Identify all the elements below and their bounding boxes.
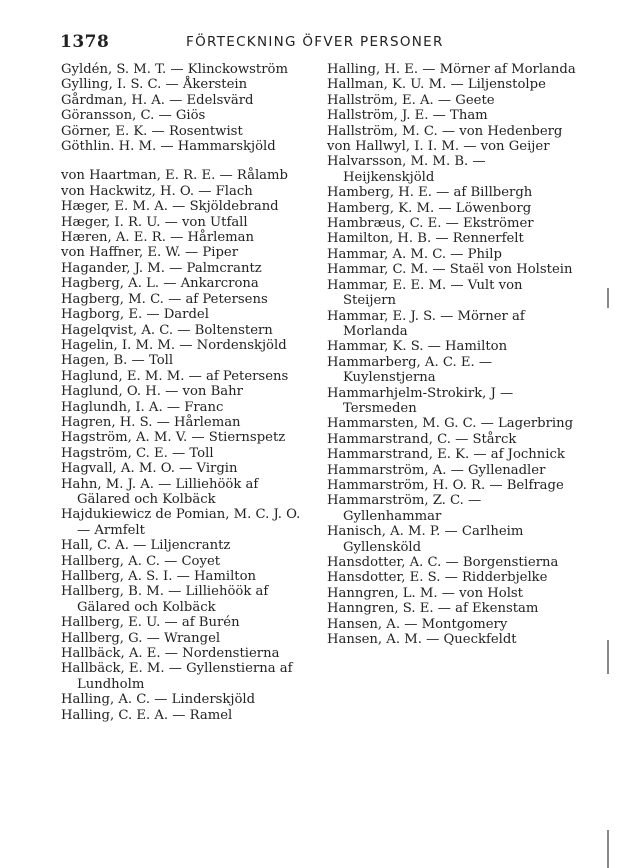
index-entry: Hamberg, K. M. — Löwenborg <box>327 200 532 216</box>
index-entry: Hansdotter, A. C. — Borgenstierna <box>327 555 559 570</box>
index-entry: Hanisch, A. M. P. — Carlheim Gyllensköld <box>327 524 524 555</box>
index-entry: Görner, E. K. — Rosentwist <box>61 123 243 139</box>
index-entry: Hamilton, H. B. — Rennerfelt <box>327 231 524 247</box>
index-entry: Hammar, A. M. C. — Philp <box>327 246 502 262</box>
index-entry: Hæger, E. M. A. — Skjöldebrand <box>61 199 279 215</box>
margin-mark <box>607 288 609 308</box>
index-entry: Hæger, I. R. U. — von Utfall <box>61 214 248 230</box>
index-entry: Hallberg, E. U. — af Burén <box>61 615 240 631</box>
index-entry: Hagström, C. E. — Toll <box>61 445 214 461</box>
index-entry: Hansen, A. M. — Queckfeldt <box>327 632 517 648</box>
index-entry: Hammarström, A. — Gyllenadler <box>327 462 546 478</box>
index-entry: Hallberg, A. S. I. — Hamilton <box>61 569 257 584</box>
index-entry: Hansen, A. — Montgomery <box>327 616 508 632</box>
index-entry: Hagström, A. M. V. — Stiernspetz <box>61 430 286 446</box>
index-entry: Hagelin, I. M. M. — Nordenskjöld <box>61 337 287 353</box>
index-entry: Hammarhjelm-Strokirk, J — Tersmeden <box>327 385 514 416</box>
index-entry: Hamberg, H. E. — af Billbergh <box>327 185 533 201</box>
index-entry: Haglund, E. M. M. — af Petersens <box>61 368 289 384</box>
margin-mark <box>607 640 609 674</box>
index-entry: Gårdman, H. A. — Edelsvärd <box>61 92 254 108</box>
right-column <box>327 62 579 647</box>
index-entry: Göransson, C. — Giös <box>61 108 206 124</box>
index-entry: Hallström, E. A. — Geete <box>327 92 495 108</box>
index-entry: Hajdukiewicz de Pomian, M. C. J. O. — Armfelt <box>61 507 301 538</box>
index-entry: Hammar, E. J. S. — Mörner af Morlanda <box>327 308 525 339</box>
index-entry: von Hallwyl, I. I. M. — von Geijer <box>327 139 550 155</box>
index-entry: Hagborg, E. — Dardel <box>61 307 209 323</box>
index-entry: von Haartman, E. R. E. — Rålamb <box>61 168 288 184</box>
index-entry: von Haffner, E. W. — Piper <box>61 245 239 261</box>
index-entry: Hammar, C. M. — Staël von Holstein <box>327 262 573 278</box>
index-entry: Hagberg, M. C. — af Petersens <box>61 291 268 307</box>
index-entry: Halling, C. E. A. — Ramel <box>61 707 233 723</box>
index-entry: Hansdotter, E. S. — Ridderbjelke <box>327 570 548 586</box>
index-entry: Hagvall, A. M. O. — Virgin <box>61 461 238 477</box>
index-entry: Gylling, I. S. C. — Åkerstein <box>61 77 248 93</box>
index-entry: Haglundh, I. A. — Franc <box>61 399 224 415</box>
index-entry: Gyldén, S. M. T. — Klinckowström <box>61 62 288 77</box>
index-entry: Hagren, H. S. — Hårleman <box>61 414 241 430</box>
index-entry: Hammarberg, A. C. E. — Kuylenstjerna <box>327 354 493 386</box>
index-entry: Hammar, K. S. — Hamilton <box>327 339 508 355</box>
index-entry: Haglund, O. H. — von Bahr <box>61 384 243 400</box>
index-entry: Hammarström, H. O. R. — Belfrage <box>327 477 564 493</box>
index-entry: Hahn, M. J. A. — Lilliehöök af Gälared och Kolbäck <box>61 476 259 507</box>
running-head: FÖRTECKNING ÖFVER PERSONER <box>186 34 444 50</box>
index-entry: Hallberg, A. C. — Coyet <box>61 553 221 569</box>
section-gap <box>61 154 313 168</box>
index-entry: Hallbäck, A. E. — Nordenstierna <box>61 646 280 662</box>
index-entry: Halvarsson, M. M. B. — Heijkenskjöld <box>327 154 486 185</box>
index-entry: Hagberg, A. L. — Ankarcrona <box>61 276 259 292</box>
index-entry: Hallström, J. E. — Tham <box>327 108 488 124</box>
index-entry: Hammarstrand, E. K. — af Jochnick <box>327 447 565 463</box>
index-entry: Hammarstrand, C. — Stårck <box>327 431 517 447</box>
index-entry: Hallberg, B. M. — Lilliehöök af Gälared och Kolbäck <box>61 584 269 615</box>
index-entry: Hagen, B. — Toll <box>61 353 174 369</box>
index-entry: Hagelqvist, A. C. — Boltenstern <box>61 322 273 338</box>
index-entry: Hammarström, Z. C. — Gyllenhammar <box>327 493 482 524</box>
index-entry: Hanngren, S. E. — af Ekenstam <box>327 601 539 617</box>
index-entry: Halling, H. E. — Mörner af Morlanda <box>327 62 576 77</box>
index-entry: Hagander, J. M. — Palmcrantz <box>61 260 262 276</box>
index-entry: von Hackwitz, H. O. — Flach <box>61 183 253 199</box>
page-number: 1378 <box>60 32 110 52</box>
index-entry: Hammarsten, M. G. C. — Lagerbring <box>327 416 574 432</box>
index-entry: Hallbäck, E. M. — Gyllenstierna af Lundholm <box>61 661 293 692</box>
index-entry: Hambræus, C. E. — Ekströmer <box>327 216 534 232</box>
index-entry: Hallman, K. U. M. — Liljenstolpe <box>327 77 546 93</box>
left-column <box>61 62 313 723</box>
index-entry: Hammar, E. E. M. — Vult von Steijern <box>327 277 523 309</box>
index-entry: Hallberg, G. — Wrangel <box>61 630 221 646</box>
index-entry: Halling, A. C. — Linderskjöld <box>61 692 256 708</box>
index-entry: Göthlin. H. M. — Hammarskjöld <box>61 139 276 155</box>
index-entry: Hæren, A. E. R. — Hårleman <box>61 230 255 246</box>
margin-mark <box>607 830 609 868</box>
index-entry: Hallström, M. C. — von Hedenberg <box>327 123 563 139</box>
index-entry: Hall, C. A. — Liljencrantz <box>61 538 231 554</box>
index-entry: Hanngren, L. M. — von Holst <box>327 585 523 601</box>
